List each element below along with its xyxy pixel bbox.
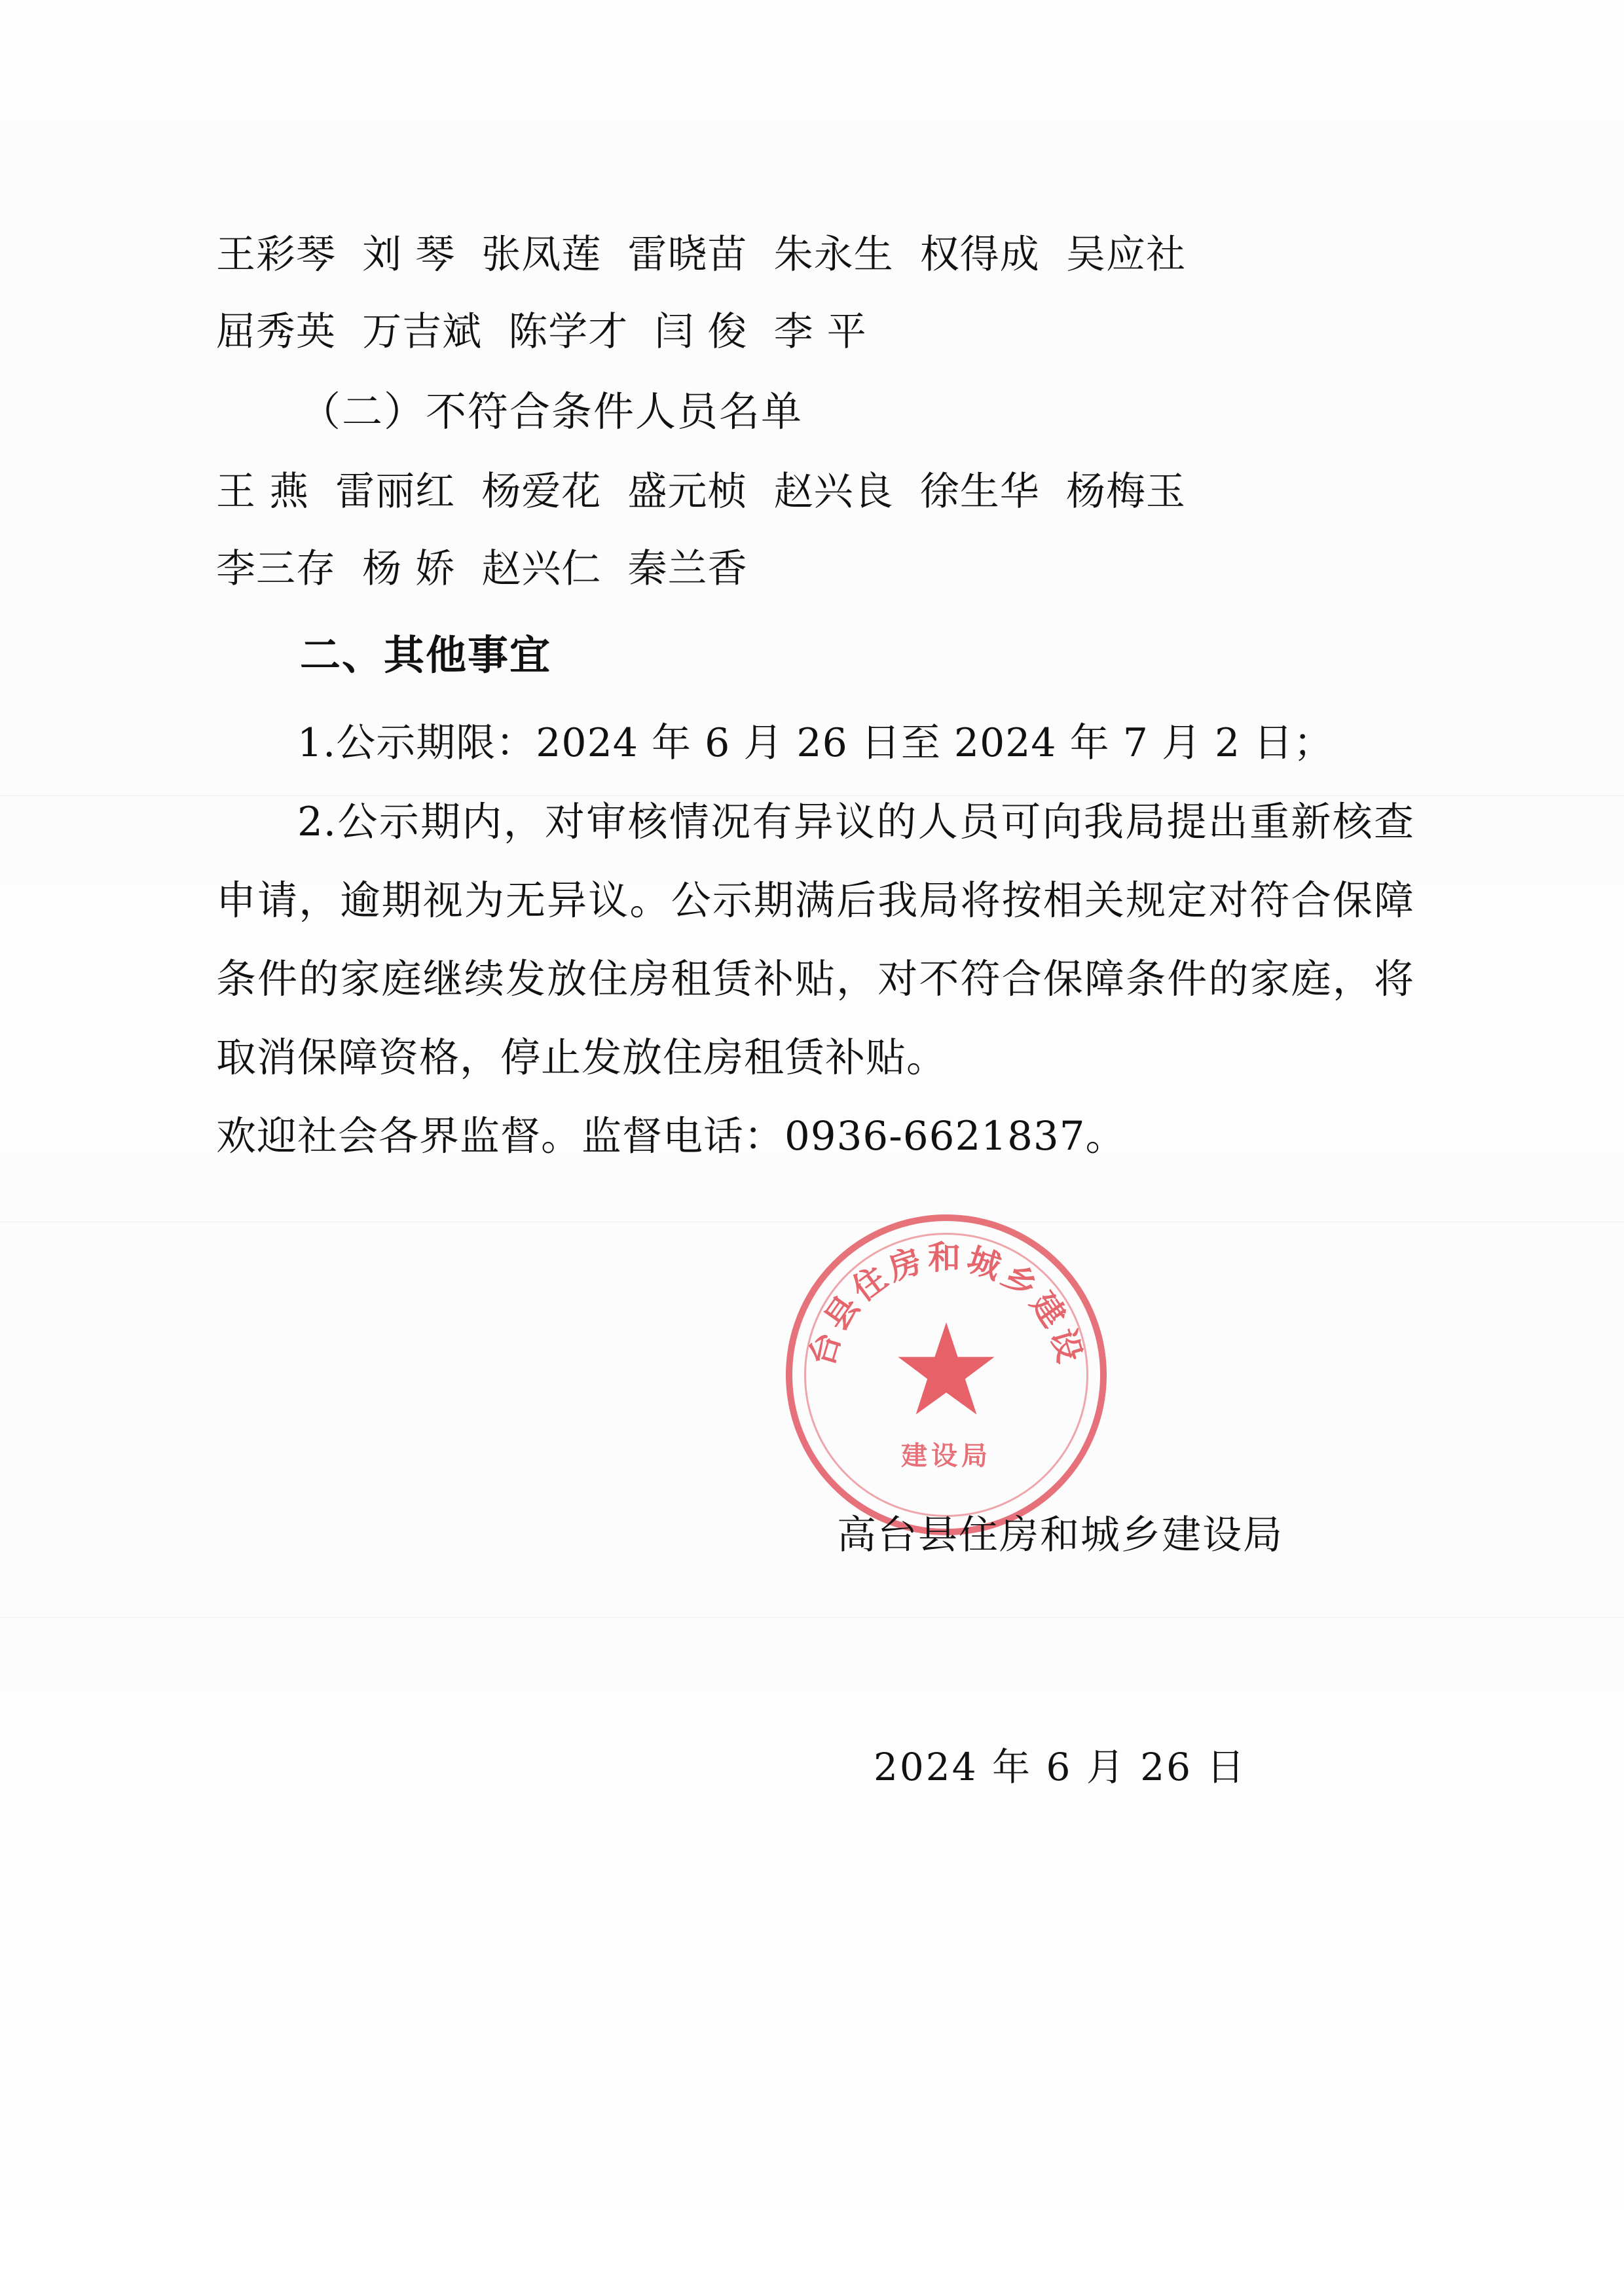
- notice-item-2: 2.公示期内，对审核情况有异议的人员可向我局提出重新核查申请，逾期视为无异议。公示期满后我局将按相关规定对符合保障条件的家庭继续发放住房租赁补贴，对不符合保障条件的家庭，将取消保障资格，停止发放住房租赁补贴。: [216, 799, 1414, 1081]
- ineligible-name-line-2: 李三存 杨 娇 赵兴仁 秦兰香: [216, 546, 748, 592]
- eligible-name-line-1: 王彩琴 刘 琴 张凤莲 雷晓苗 朱永生 权得成 吴应社: [216, 232, 1186, 278]
- seal-arc-label: 台县住房和城乡建设: [802, 1238, 1091, 1371]
- spacer: [216, 608, 1414, 615]
- notice-item-1: 1.公示期限：2024 年 6 月 26 日至 2024 年 7 月 2 日；: [297, 720, 1334, 766]
- eligible-name-line-2: 屈秀英 万吉斌 陈学才 闫 俊 李 平: [216, 309, 867, 355]
- signature-organization: 高台县住房和城乡建设局: [837, 1512, 1283, 1558]
- signature-block: [837, 1342, 1283, 1960]
- spacer: [216, 695, 1414, 703]
- section-two-heading: （二）不符合条件人员名单: [300, 388, 803, 435]
- other-matters-heading: 二、其他事宜: [300, 631, 552, 679]
- ineligible-name-line-1: 王 燕 雷丽红 杨爱花 盛元桢 赵兴良 徐生华 杨梅玉: [216, 469, 1186, 515]
- document-body: [216, 216, 1414, 1176]
- signature-date: 2024 年 6 月 26 日: [874, 1745, 1247, 1789]
- seal-bottom-label: 建设局: [901, 1440, 991, 1471]
- supervision-line: 欢迎社会各界监督。监督电话：0936-6621837。: [216, 1113, 1126, 1159]
- scan-artifact-line: [0, 1617, 1624, 1618]
